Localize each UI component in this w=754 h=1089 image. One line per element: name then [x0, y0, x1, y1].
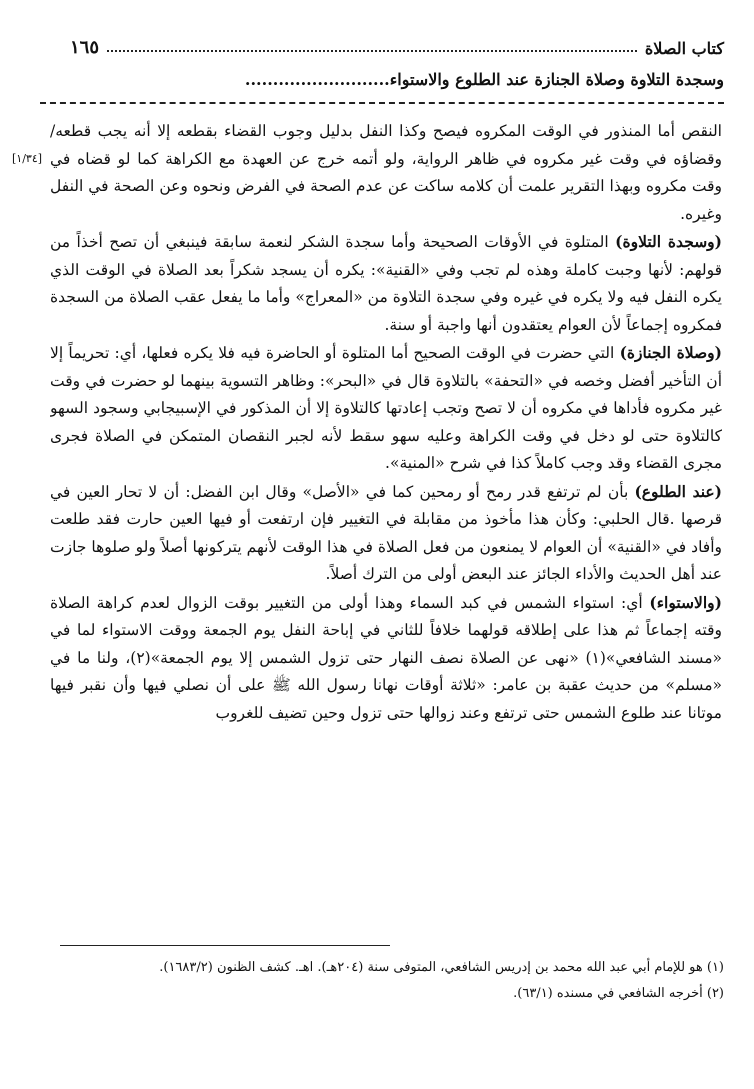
footnote: (١) هو للإمام أبي عبد الله محمد بن إدريس الشافعي، المتوفى سنة (٢٠٤هـ). اهـ. كشف الظنون (١٦٨٣/٢). [159, 960, 724, 975]
page-header [70, 30, 724, 58]
paragraph-lead-term: (عند الطلوع) [634, 481, 722, 501]
paragraph [50, 118, 722, 228]
footnote-separator [60, 945, 390, 946]
book-title: كتاب الصلاة [644, 39, 724, 58]
paragraph [50, 589, 722, 728]
paragraph-text: بأن لم ترتفع قدر رمح أو رمحين كما في «الأصل» وقال ابن الفضل: أن لا تحار العين في قرصها .قال الحلبي: وكأن هذا مأخوذ من مقابلة في التغيير فإن ارتفعت أو فيها العين حارت فقد طلعت وأفاد في «القنية» أن العوام لا يمنعون من فعل الصلاة في هذا الوقت لأنهم يتركونها أصلاً ولو صلوها جازت عند أهل الحديث والأداء الجائز عند البعض أولى من الترك أصلاً. [50, 482, 722, 583]
paragraph-text: المتلوة في الأوقات الصحيحة وأما سجدة الشكر لنعمة سابقة فينبغي أن تصح أخذاً من قولهم: لأنها وجبت كاملة وهذه لم تجب وفي «القنية»: يكره أن يسجد شكراً بعد الصلاة في الوقت الذي يكره النفل فيه ولا يكره في غيره وفي سجدة التلاوة من «المعراج» وأما ما يفعل عقب الصلاة من السجدة فمكروه إجماعاً لأن العوام يعتقدون أنها واجبة أو سنة. [50, 233, 722, 334]
paragraph [50, 228, 722, 339]
paragraph-text: التي حضرت في الوقت الصحيح أما المتلوة أو الحاضرة فيه فلا يكره فعلها، أي: تحريماً إلا أن التأخير أفضل وخصه في «التحفة» بالتلاوة قال في «البحر»: وظاهر التسوية بينهما لو حضرت في وقت غير مكروه فأداها في مكروه أن لا تصح وتجب إعادتها كالتلاوة إلا أن المذكور في الإسبيجابي وسجود السهو كالتلاوة حتى لو دخل في وقت الكراهة وعليه سهو سقط لأنه لجبر النقصان المتمكن في الصلاة فجرى مجرى القضاء وقد وجب كاملاً كذا في شرح «المنية». [50, 344, 722, 472]
paragraph-text: النقص أما المنذور في الوقت المكروه فيصح وكذا النفل بدليل وجوب القضاء بقطعه إلا أنه يجب قطعه/ وقضاؤه في وقت غير مكروه في ظاهر الرواية، ولو أتمه خرج عن العهدة مع الكراهة كما لو قضاه في وقت مكروه وبهذا التقرير علمت أن كلامه ساكت عن عدم الصحة في الفرض ونحوه وعن الصحة في النفل وغيره. [50, 122, 722, 223]
paragraph [50, 339, 722, 478]
paragraph-lead-term: (وسجدة التلاوة) [615, 232, 722, 251]
manuscript-folio-reference: [١/٣٤] [12, 152, 43, 165]
paragraph [50, 478, 722, 589]
footnotes [30, 955, 724, 1007]
body-text [50, 118, 722, 918]
paragraph-text: أي: استواء الشمس في كبد السماء وهذا أولى من التغيير بوقت الزوال لعدم كراهة الصلاة وقته إجماعاً ثم هذا على إطلاقه قولهما خلافاً للثاني في إباحة النفل يوم الجمعة ووقت الاستواء لما في «مسند الشافعي»(١) «نهى عن الصلاة نصف النهار حتى تزول الشمس إلا يوم الجمعة»(٢)، ولنا ما في «مسلم» من حديث عقبة بن عامر: «ثلاثة أوقات نهانا رسول الله ﷺ على أن نصلي فيها وأن نقبر فيها موتانا عند طلوع الشمس حتى ترتفع وعند زوالها حتى تزول وحين تضيف للغروب [50, 593, 722, 722]
header-dotted-leader [107, 50, 637, 52]
page-number: ١٦٥ [70, 37, 100, 58]
footnote: (٢) أخرجه الشافعي في مسنده (٦٣/١). [513, 986, 724, 1001]
section-title: وسجدة التلاوة وصلاة الجنازة عند الطلوع والاستواء.......................... [244, 70, 724, 89]
dashed-divider [40, 102, 724, 104]
paragraph-lead-term: (والاستواء) [649, 592, 722, 612]
paragraph-lead-term: (وصلاة الجنازة) [619, 343, 722, 362]
